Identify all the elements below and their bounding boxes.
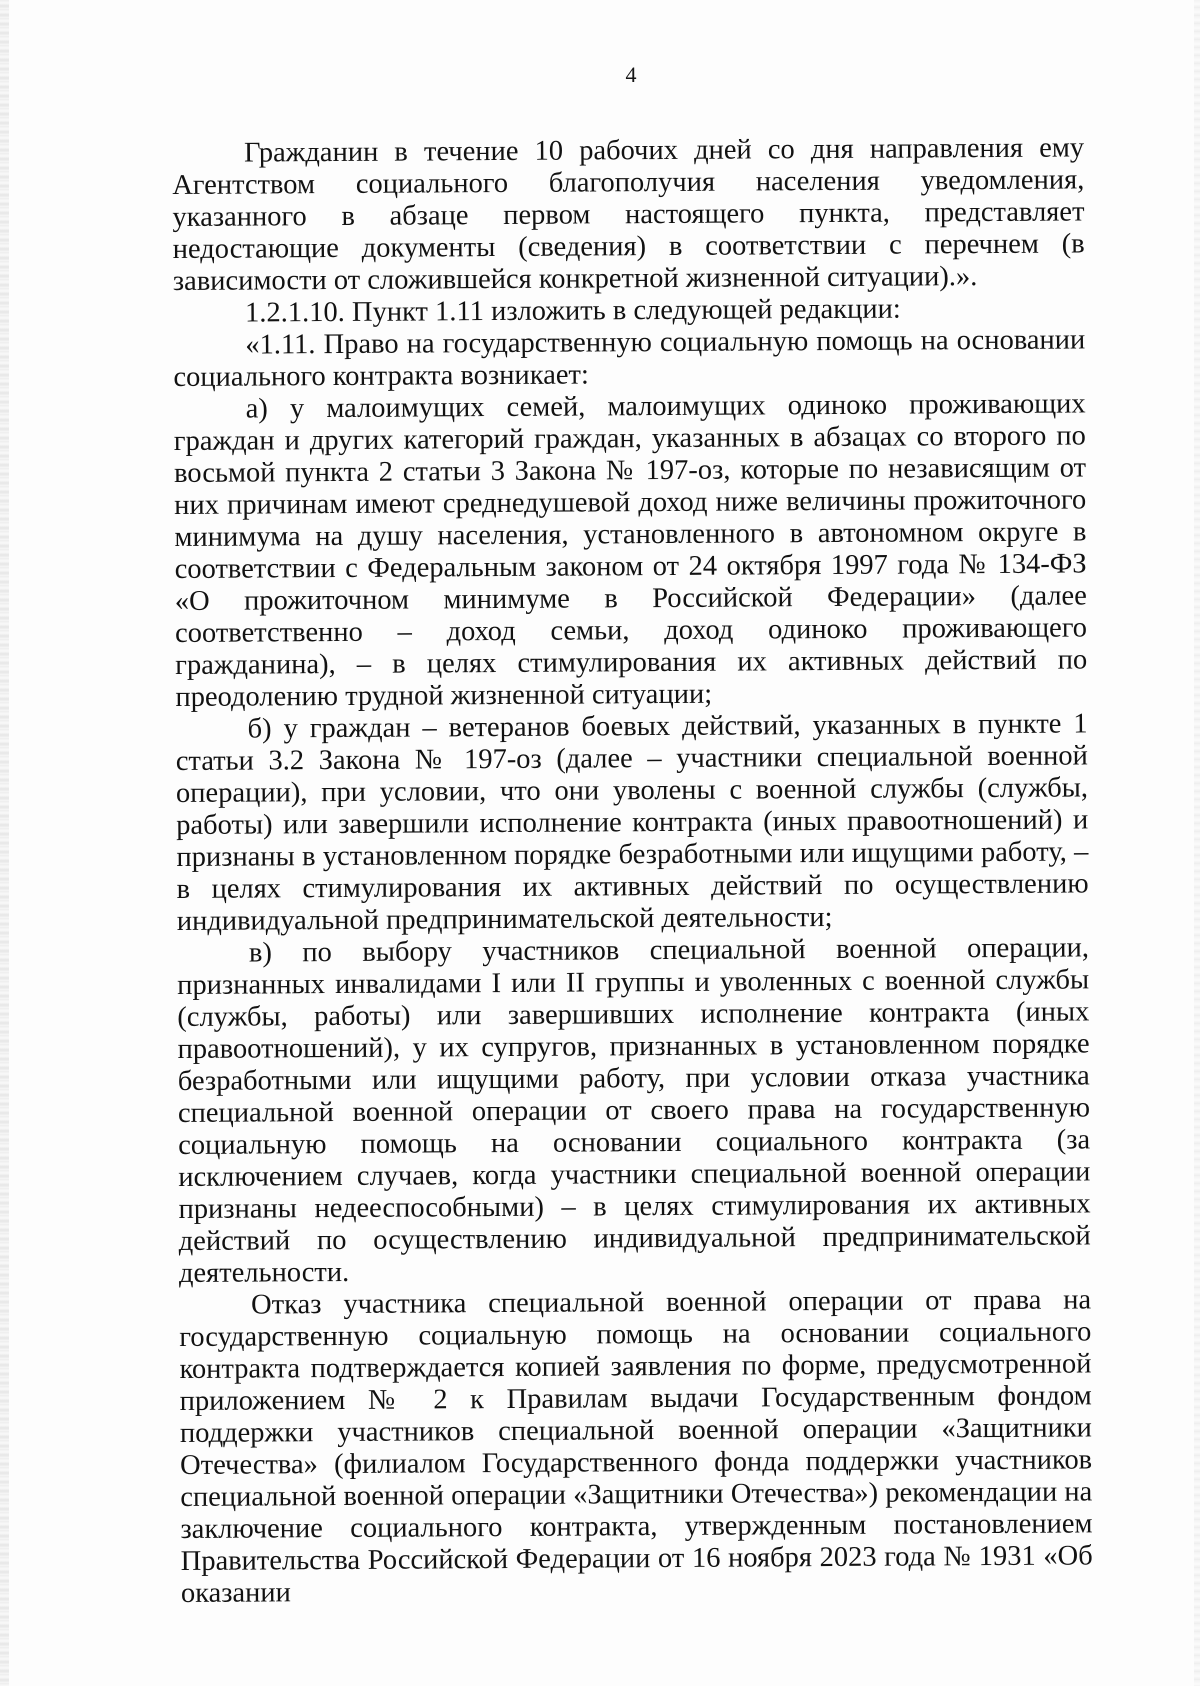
scan-edge-left (0, 0, 9, 1686)
page-number: 4 (625, 62, 637, 87)
document-body (172, 132, 1093, 1610)
paragraph-item-1-2-1-10: 1.2.1.10. Пункт 1.11 изложить в следующей редакции: (244, 293, 901, 329)
scan-edge-right (1194, 0, 1200, 1686)
paragraph-refusal: Отказ участника специальной военной операции от права на государственную социальную помощь на основании социального контракта подтверждается копией заявления по форме, предусмотренной приложением № 2 к Правилам выдачи Государственным фондом поддержки участников специальной военной операции «Защитники Отечества» (филиалом Государственного фонда поддержки участников специальной военной операции «Защитники Отечества») рекомендации на заключение социального контракта, утвержденным постановлением Правительства Российской Федерации от 16 ноября 2023 года № 1931 «Об оказании (179, 1284, 1093, 1609)
paragraph-citizen-documents: Гражданин в течение 10 рабочих дней со дня направления ему Агентством социального благополучия населения уведомления, указанного в абзаце первом настоящего пункта, представляет недостающие документы (сведения) в соответствии с перечнем (в зависимости от сложившейся конкретной жизненной ситуации).». (172, 132, 1085, 297)
paragraph-subitem-b: б) у граждан – ветеранов боевых действий, указанных в пункте 1 статьи 3.2 Закона № 197-оз (далее – участники специальной военной операции), при условии, что они уволены с военной службы (службы, работы) или завершили исполнение контракта (иных правоотношений) и признаны в установленном порядке безработными или ищущими работу, – в целях стимулирования их активных действий по осуществлению индивидуальной предпринимательской деятельности; (175, 708, 1089, 937)
paragraph-item-1-11: «1.11. Право на государственную социальную помощь на основании социального контракта возникает: (173, 324, 1086, 393)
paragraph-subitem-a: а) у малоимущих семей, малоимущих одиноко проживающих граждан и других категорий граждан, указанных в абзацах со второго по восьмой пункта 2 статьи 3 Закона № 197-оз, которые по независящим от них причинам имеют среднедушевой доход ниже величины прожиточного минимума на душу населения, установленного в автономном округе в соответствии с Федеральным законом от 24 октября 1997 года № 134-ФЗ «О прожиточном минимуме в Российской Федерации» (далее соответственно – доход семьи, доход одиноко проживающего гражданина), – в целях стимулирования их активных действий по преодолению трудной жизненной ситуации; (173, 388, 1088, 713)
paragraph-subitem-v: в) по выбору участников специальной военной операции, признанных инвалидами I или II группы и уволенных с военной службы (службы, работы) или завершивших исполнение контракта (иных правоотношений), у их супругов, признанных в установленном порядке безработными или ищущими работу, при условии отказа участника специальной военной операции от своего права на государственную социальную помощь на основании социального контракта (за исключением случаев, когда участники специальной военной операции признаны недееспособными) – в целях стимулирования их активных действий по осуществлению индивидуальной предпринимательской деятельности. (177, 932, 1091, 1289)
